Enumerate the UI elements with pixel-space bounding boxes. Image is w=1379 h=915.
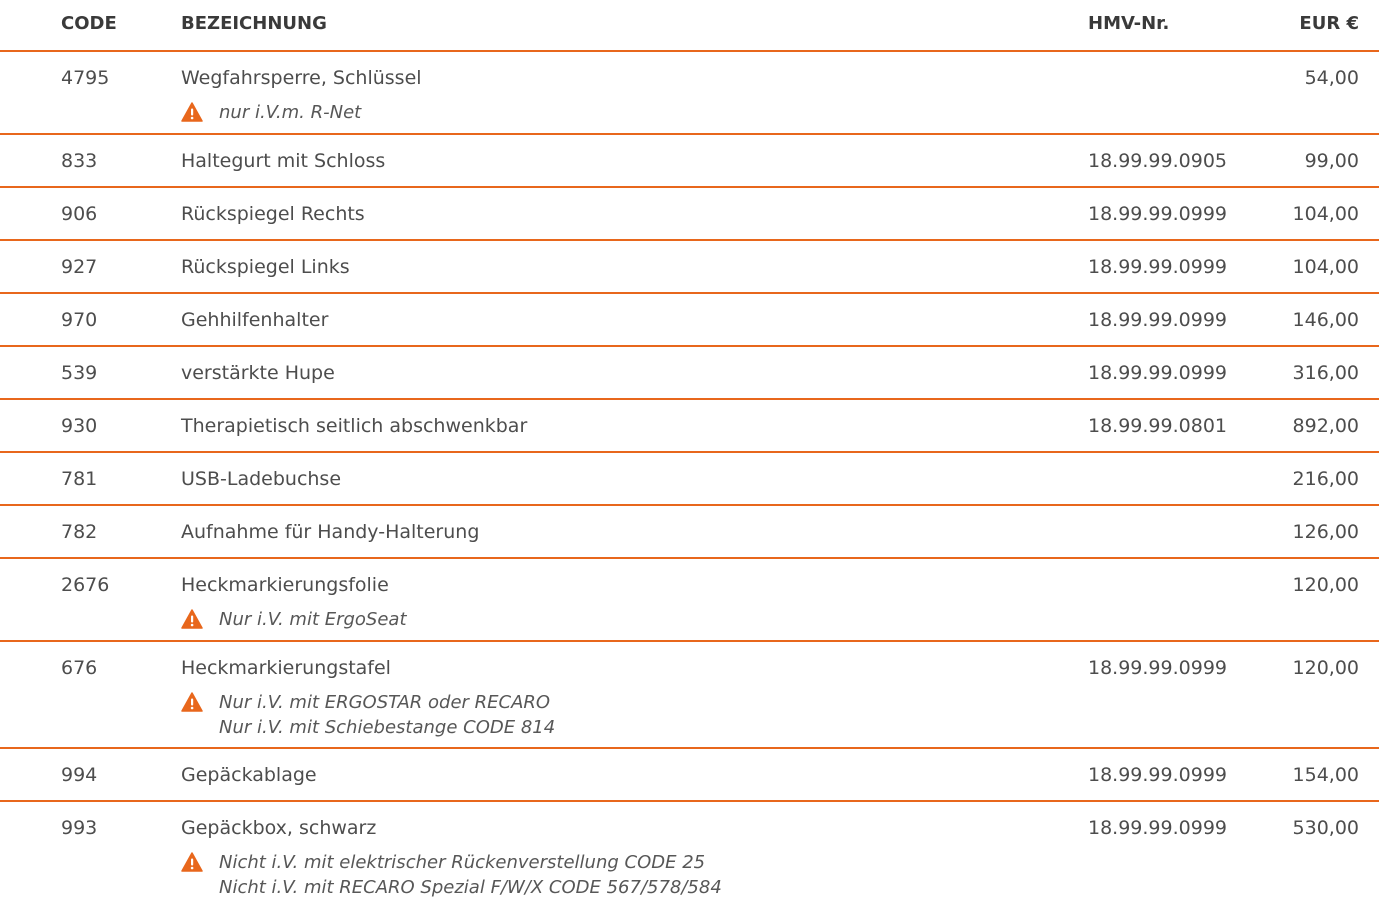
cell-code: 906: [61, 203, 98, 225]
cell-price: 530,00: [1292, 817, 1359, 839]
cell-description: Heckmarkierungstafel: [181, 657, 391, 679]
warning-icon: [181, 692, 203, 712]
cell-code: 782: [61, 521, 98, 543]
cell-description: Haltegurt mit Schloss: [181, 150, 386, 172]
cell-hmv: 18.99.99.0999: [1088, 362, 1228, 384]
cell-price: 120,00: [1292, 574, 1359, 596]
cell-price: 216,00: [1292, 468, 1359, 490]
cell-description: Rückspiegel Links: [181, 256, 350, 278]
note-text: Nur i.V. mit ErgoSeat: [219, 609, 407, 630]
cell-description: Gehhilfenhalter: [181, 309, 329, 331]
cell-description: Gepäckablage: [181, 764, 317, 786]
cell-hmv: 18.99.99.0801: [1088, 415, 1228, 437]
table-row: [0, 749, 1379, 802]
warning-icon: [181, 609, 203, 629]
column-header-description: BEZEICHNUNG: [181, 13, 327, 34]
cell-code: 4795: [61, 67, 110, 89]
cell-description: Therapietisch seitlich abschwenkbar: [181, 415, 528, 437]
cell-code: 676: [61, 657, 98, 679]
table-row: [0, 135, 1379, 188]
cell-description: Rückspiegel Rechts: [181, 203, 365, 225]
table-row: [0, 294, 1379, 347]
cell-code: 2676: [61, 574, 110, 596]
cell-price: 126,00: [1292, 521, 1359, 543]
cell-price: 104,00: [1292, 203, 1359, 225]
cell-description: USB-Ladebuchse: [181, 468, 342, 490]
table-row: [0, 559, 1379, 642]
warning-icon: [181, 852, 203, 872]
cell-description: Aufnahme für Handy-Halterung: [181, 521, 480, 543]
cell-code: 993: [61, 817, 98, 839]
cell-hmv: 18.99.99.0905: [1088, 150, 1228, 172]
note-line: [181, 690, 555, 715]
warning-icon: [181, 102, 203, 122]
cell-hmv: 18.99.99.0999: [1088, 657, 1228, 679]
table-row: [0, 642, 1379, 749]
cell-hmv: 18.99.99.0999: [1088, 309, 1228, 331]
cell-code: 833: [61, 150, 98, 172]
column-header-code: CODE: [61, 13, 117, 34]
cell-code: 930: [61, 415, 98, 437]
cell-price: 99,00: [1304, 150, 1359, 172]
row-notes: [181, 850, 722, 900]
row-notes: [181, 690, 555, 740]
cell-description: verstärkte Hupe: [181, 362, 335, 384]
cell-code: 539: [61, 362, 98, 384]
table-body: [0, 52, 1379, 907]
cell-code: 927: [61, 256, 98, 278]
cell-hmv: 18.99.99.0999: [1088, 256, 1228, 278]
cell-description: Wegfahrsperre, Schlüssel: [181, 67, 422, 89]
cell-code: 970: [61, 309, 98, 331]
cell-hmv: 18.99.99.0999: [1088, 764, 1228, 786]
table-row: [0, 400, 1379, 453]
note-line: [181, 875, 722, 900]
note-text: Nicht i.V. mit RECARO Spezial F/W/X CODE 567/578/584: [219, 877, 722, 898]
note-line: [181, 100, 361, 125]
note-text: nur i.V.m. R-Net: [219, 102, 362, 123]
note-line: [181, 607, 407, 632]
cell-description: Heckmarkierungsfolie: [181, 574, 389, 596]
table-row: [0, 241, 1379, 294]
cell-price: 154,00: [1292, 764, 1359, 786]
table-row: [0, 506, 1379, 559]
table-row: [0, 347, 1379, 400]
note-text: Nur i.V. mit Schiebestange CODE 814: [219, 717, 556, 738]
cell-description: Gepäckbox, schwarz: [181, 817, 377, 839]
row-notes: [181, 607, 407, 632]
cell-price: 120,00: [1292, 657, 1359, 679]
table-row: [0, 453, 1379, 506]
table-header: [0, 0, 1379, 52]
cell-price: 146,00: [1292, 309, 1359, 331]
table-row: [0, 52, 1379, 135]
table-row: [0, 802, 1379, 907]
column-header-hmv: HMV-Nr.: [1088, 13, 1170, 34]
note-line: [181, 715, 555, 740]
cell-price: 54,00: [1304, 67, 1359, 89]
cell-price: 892,00: [1292, 415, 1359, 437]
cell-hmv: 18.99.99.0999: [1088, 203, 1228, 225]
note-line: [181, 850, 722, 875]
cell-price: 104,00: [1292, 256, 1359, 278]
row-notes: [181, 100, 361, 125]
table-row: [0, 188, 1379, 241]
note-text: Nur i.V. mit ERGOSTAR oder RECARO: [219, 692, 551, 713]
cell-hmv: 18.99.99.0999: [1088, 817, 1228, 839]
cell-code: 994: [61, 764, 98, 786]
cell-code: 781: [61, 468, 98, 490]
column-header-eur: EUR €: [1299, 13, 1359, 34]
note-text: Nicht i.V. mit elektrischer Rückenverstellung CODE 25: [219, 852, 706, 873]
cell-price: 316,00: [1292, 362, 1359, 384]
